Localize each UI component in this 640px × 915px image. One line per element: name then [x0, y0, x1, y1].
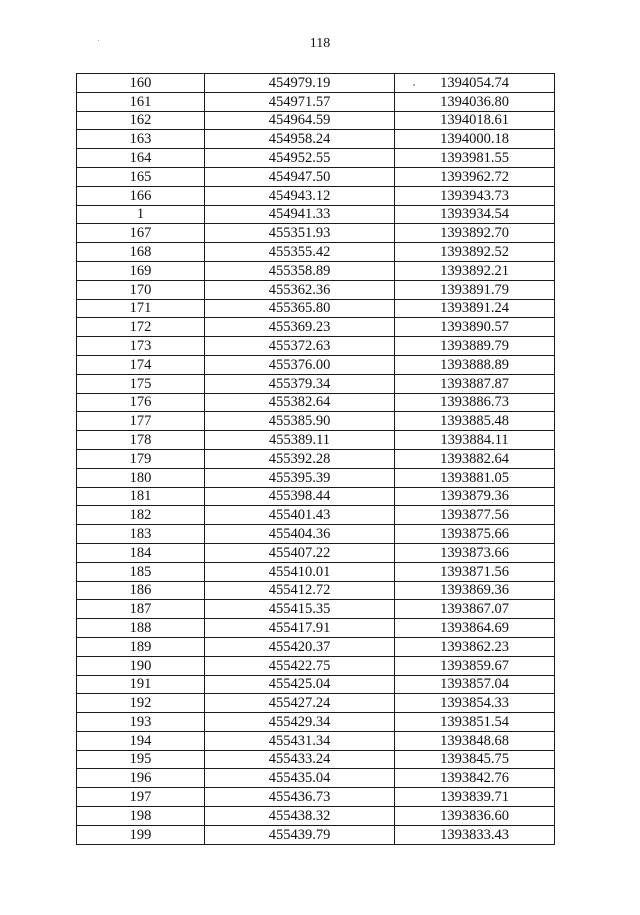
table-row [77, 74, 555, 93]
point-number-cell: 195 [77, 750, 205, 769]
coordinate-table-body [77, 74, 555, 845]
y-coordinate-cell: 1393887.87 [395, 374, 555, 393]
x-coordinate-cell: 455410.01 [205, 562, 395, 581]
table-row [77, 600, 555, 619]
point-number-cell: 199 [77, 825, 205, 844]
point-number-cell: 176 [77, 393, 205, 412]
x-coordinate-cell: 454958.24 [205, 130, 395, 149]
x-coordinate-cell: 455435.04 [205, 769, 395, 788]
table-row [77, 713, 555, 732]
y-coordinate-cell: 1393892.21 [395, 261, 555, 280]
table-row [77, 750, 555, 769]
point-number-cell: 197 [77, 788, 205, 807]
x-coordinate-cell: 454947.50 [205, 167, 395, 186]
y-coordinate-cell: 1393871.56 [395, 562, 555, 581]
x-coordinate-cell: 455398.44 [205, 487, 395, 506]
x-coordinate-cell: 455372.63 [205, 337, 395, 356]
y-coordinate-cell: 1393869.36 [395, 581, 555, 600]
x-coordinate-cell: 455417.91 [205, 619, 395, 638]
point-number-cell: 182 [77, 506, 205, 525]
y-coordinate-cell: 1393877.56 [395, 506, 555, 525]
x-coordinate-cell: 455438.32 [205, 807, 395, 826]
x-coordinate-cell: 455351.93 [205, 224, 395, 243]
table-row [77, 92, 555, 111]
table-row [77, 355, 555, 374]
table-row [77, 393, 555, 412]
point-number-cell: 164 [77, 149, 205, 168]
table-row [77, 318, 555, 337]
table-row [77, 111, 555, 130]
point-number-cell: 177 [77, 412, 205, 431]
table-row [77, 431, 555, 450]
table-row [77, 374, 555, 393]
table-row [77, 468, 555, 487]
y-coordinate-cell: 1393891.24 [395, 299, 555, 318]
y-coordinate-cell: 1394018.61 [395, 111, 555, 130]
point-number-cell: 173 [77, 337, 205, 356]
x-coordinate-cell: 454964.59 [205, 111, 395, 130]
y-coordinate-cell: 1393854.33 [395, 694, 555, 713]
point-number-cell: 169 [77, 261, 205, 280]
point-number-cell: 172 [77, 318, 205, 337]
x-coordinate-cell: 455420.37 [205, 637, 395, 656]
table-row [77, 261, 555, 280]
x-coordinate-cell: 455415.35 [205, 600, 395, 619]
x-coordinate-cell: 455427.24 [205, 694, 395, 713]
x-coordinate-cell: 455395.39 [205, 468, 395, 487]
point-number-cell: 188 [77, 619, 205, 638]
table-row [77, 224, 555, 243]
x-coordinate-cell: 455358.89 [205, 261, 395, 280]
y-coordinate-cell: 1393881.05 [395, 468, 555, 487]
table-row [77, 581, 555, 600]
point-number-cell: 196 [77, 769, 205, 788]
y-coordinate-cell: 1393879.36 [395, 487, 555, 506]
y-coordinate-cell: 1393851.54 [395, 713, 555, 732]
point-number-cell: 163 [77, 130, 205, 149]
x-coordinate-cell: 455436.73 [205, 788, 395, 807]
table-row [77, 525, 555, 544]
point-number-cell: 184 [77, 543, 205, 562]
y-coordinate-cell: 1393888.89 [395, 355, 555, 374]
table-row [77, 412, 555, 431]
point-number-cell: 179 [77, 449, 205, 468]
table-row [77, 299, 555, 318]
x-coordinate-cell: 455401.43 [205, 506, 395, 525]
y-coordinate-cell: 1393892.70 [395, 224, 555, 243]
y-coordinate-cell: 1393891.79 [395, 280, 555, 299]
y-coordinate-cell: 1393862.23 [395, 637, 555, 656]
y-coordinate-cell: 1393845.75 [395, 750, 555, 769]
y-coordinate-cell: 1393833.43 [395, 825, 555, 844]
scan-speck [413, 84, 415, 86]
point-number-cell: 178 [77, 431, 205, 450]
y-coordinate-cell: 1394000.18 [395, 130, 555, 149]
point-number-cell: 181 [77, 487, 205, 506]
table-row [77, 449, 555, 468]
x-coordinate-cell: 454971.57 [205, 92, 395, 111]
y-coordinate-cell: 1393864.69 [395, 619, 555, 638]
x-coordinate-cell: 455379.34 [205, 374, 395, 393]
y-coordinate-cell: 1393882.64 [395, 449, 555, 468]
table-row [77, 186, 555, 205]
table-row [77, 694, 555, 713]
x-coordinate-cell: 455392.28 [205, 449, 395, 468]
y-coordinate-cell: 1393848.68 [395, 731, 555, 750]
point-number-cell: 183 [77, 525, 205, 544]
table-row [77, 337, 555, 356]
x-coordinate-cell: 455385.90 [205, 412, 395, 431]
x-coordinate-cell: 455407.22 [205, 543, 395, 562]
x-coordinate-cell: 455404.36 [205, 525, 395, 544]
point-number-cell: 186 [77, 581, 205, 600]
y-coordinate-cell: 1393857.04 [395, 675, 555, 694]
x-coordinate-cell: 454943.12 [205, 186, 395, 205]
point-number-cell: 187 [77, 600, 205, 619]
y-coordinate-cell: 1393859.67 [395, 656, 555, 675]
point-number-cell: 175 [77, 374, 205, 393]
x-coordinate-cell: 455425.04 [205, 675, 395, 694]
x-coordinate-cell: 455439.79 [205, 825, 395, 844]
x-coordinate-cell: 455369.23 [205, 318, 395, 337]
point-number-cell: 180 [77, 468, 205, 487]
point-number-cell: 160 [77, 74, 205, 93]
point-number-cell: 174 [77, 355, 205, 374]
y-coordinate-cell: 1393867.07 [395, 600, 555, 619]
table-row [77, 506, 555, 525]
y-coordinate-cell: 1393943.73 [395, 186, 555, 205]
table-row [77, 243, 555, 262]
point-number-cell: 192 [77, 694, 205, 713]
x-coordinate-cell: 455422.75 [205, 656, 395, 675]
table-row [77, 167, 555, 186]
table-row [77, 675, 555, 694]
table-row [77, 562, 555, 581]
y-coordinate-cell: 1393836.60 [395, 807, 555, 826]
x-coordinate-cell: 455362.36 [205, 280, 395, 299]
point-number-cell: 168 [77, 243, 205, 262]
table-row [77, 280, 555, 299]
point-number-cell: 193 [77, 713, 205, 732]
x-coordinate-cell: 455429.34 [205, 713, 395, 732]
point-number-cell: 189 [77, 637, 205, 656]
table-row [77, 149, 555, 168]
table-row [77, 656, 555, 675]
point-number-cell: 190 [77, 656, 205, 675]
x-coordinate-cell: 455365.80 [205, 299, 395, 318]
y-coordinate-cell: 1393873.66 [395, 543, 555, 562]
point-number-cell: 170 [77, 280, 205, 299]
coordinate-table [76, 73, 555, 845]
x-coordinate-cell: 454941.33 [205, 205, 395, 224]
table-row [77, 807, 555, 826]
scan-speck [98, 40, 99, 41]
table-row [77, 769, 555, 788]
x-coordinate-cell: 455431.34 [205, 731, 395, 750]
y-coordinate-cell: 1393839.71 [395, 788, 555, 807]
table-row [77, 637, 555, 656]
point-number-cell: 162 [77, 111, 205, 130]
y-coordinate-cell: 1393885.48 [395, 412, 555, 431]
y-coordinate-cell: 1393889.79 [395, 337, 555, 356]
point-number-cell: 167 [77, 224, 205, 243]
table-row [77, 731, 555, 750]
point-number-cell: 191 [77, 675, 205, 694]
y-coordinate-cell: 1393884.11 [395, 431, 555, 450]
x-coordinate-cell: 454952.55 [205, 149, 395, 168]
point-number-cell: 185 [77, 562, 205, 581]
point-number-cell: 165 [77, 167, 205, 186]
table-row [77, 788, 555, 807]
table-row [77, 543, 555, 562]
point-number-cell: 198 [77, 807, 205, 826]
y-coordinate-cell: 1393962.72 [395, 167, 555, 186]
y-coordinate-cell: 1393842.76 [395, 769, 555, 788]
point-number-cell: 166 [77, 186, 205, 205]
page-number: 118 [309, 36, 331, 51]
x-coordinate-cell: 455433.24 [205, 750, 395, 769]
table-row [77, 619, 555, 638]
point-number-cell: 1 [77, 205, 205, 224]
y-coordinate-cell: 1393875.66 [395, 525, 555, 544]
x-coordinate-cell: 455389.11 [205, 431, 395, 450]
y-coordinate-cell: 1394054.74 [395, 74, 555, 93]
table-row [77, 205, 555, 224]
y-coordinate-cell: 1393890.57 [395, 318, 555, 337]
table-row [77, 487, 555, 506]
point-number-cell: 194 [77, 731, 205, 750]
y-coordinate-cell: 1393934.54 [395, 205, 555, 224]
point-number-cell: 161 [77, 92, 205, 111]
y-coordinate-cell: 1393886.73 [395, 393, 555, 412]
y-coordinate-cell: 1394036.80 [395, 92, 555, 111]
table-row [77, 825, 555, 844]
point-number-cell: 171 [77, 299, 205, 318]
x-coordinate-cell: 455355.42 [205, 243, 395, 262]
x-coordinate-cell: 455412.72 [205, 581, 395, 600]
x-coordinate-cell: 454979.19 [205, 74, 395, 93]
y-coordinate-cell: 1393981.55 [395, 149, 555, 168]
x-coordinate-cell: 455382.64 [205, 393, 395, 412]
table-row [77, 130, 555, 149]
x-coordinate-cell: 455376.00 [205, 355, 395, 374]
y-coordinate-cell: 1393892.52 [395, 243, 555, 262]
